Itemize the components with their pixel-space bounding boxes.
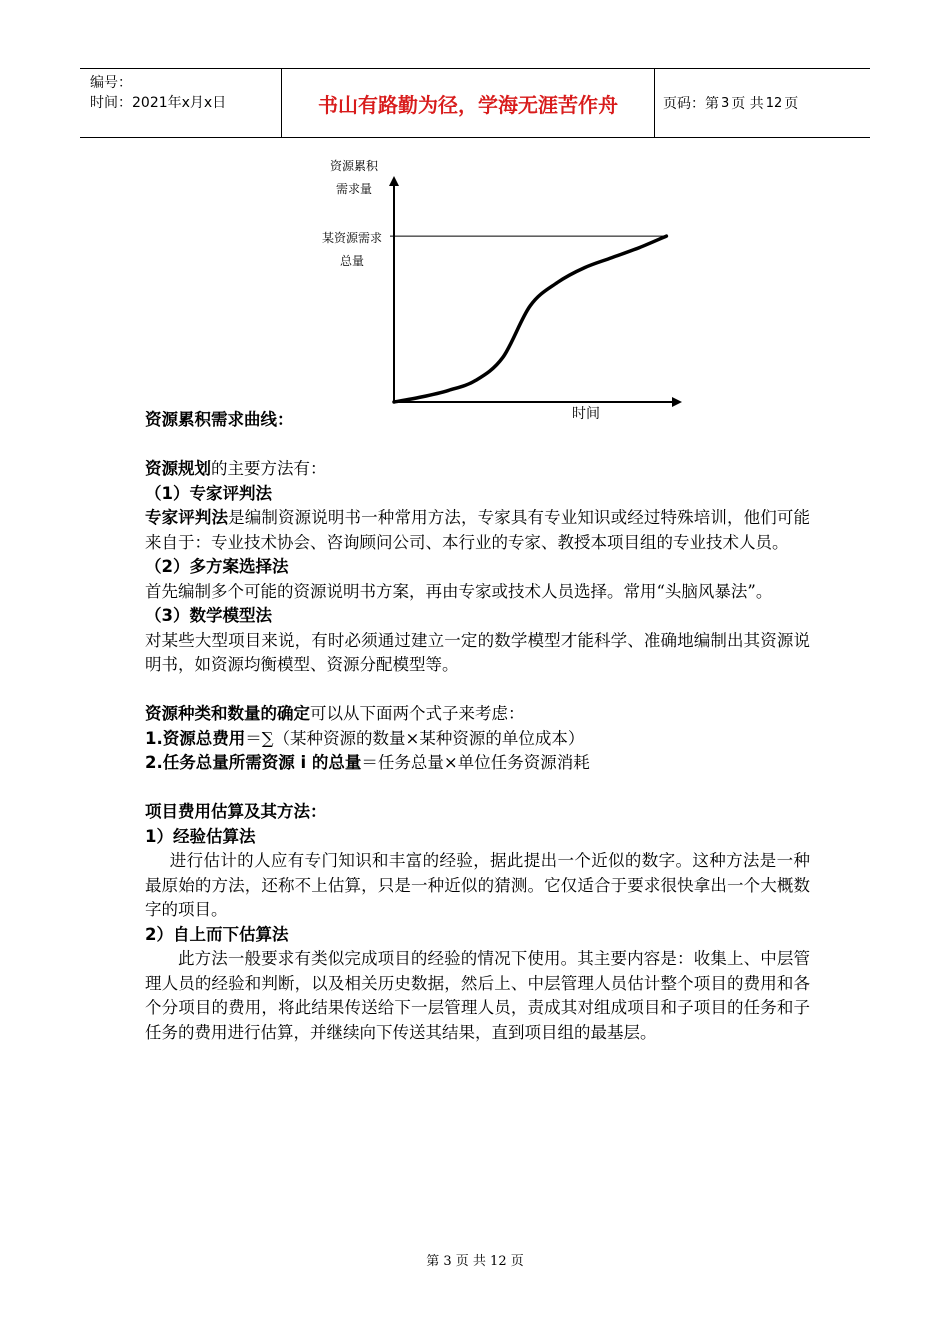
document-body (145, 408, 810, 1045)
method-3-title: （3）数学模型法 (145, 606, 272, 625)
estimation-2-text: 此方法一般要求有类似完成项目的经验的情况下使用。其主要内容是：收集上、中层管理人员的经验和判断，以及相关历史数据，然后上、中层管理人员估计整个项目的费用和各个分项目的费用，将此结果传送给下一层管理人员，责成其对组成项目和子项目的任务和子任务的费用进行估算，并继续向下传送其结果，直到项目组的最基层。 (145, 949, 810, 1042)
formula-2-rest: ＝任务总量×单位任务资源消耗 (361, 753, 590, 772)
header-info-cell (80, 69, 282, 137)
estimation-1-text: 进行估计的人应有专门知识和丰富的经验，据此提出一个近似的数字。这种方法是一种最原始的方法，还称不上估算，只是一种近似的猜测。它仅适合于要求很快拿出一个大概数字的项目。 (145, 851, 810, 919)
method-3-text: 对某些大型项目来说，有时必须通过建立一定的数学模型才能科学、准确地编制出其资源说明书，如资源均衡模型、资源分配模型等。 (145, 630, 810, 674)
formula-1 (145, 727, 810, 752)
formula-1-rest: ＝∑（某种资源的数量×某种资源的单位成本） (245, 728, 585, 748)
total-label-line1: 某资源需求 (321, 231, 383, 245)
page-footer: 第 3 页 共 12 页 (426, 1254, 524, 1269)
method-1-text (145, 506, 810, 555)
formula-1-bold: 1.资源总费用 (145, 728, 246, 748)
resource-types-intro (145, 702, 810, 727)
page-current: 3 (721, 95, 730, 111)
method-1-rest: 是编制资源说明书一种常用方法，专家具有专业知识或经过特殊培训，他们可能来自于：专业技术协会、咨询顾问公司、本行业的专家、教授本项目组的专业技术人员。 (145, 508, 811, 552)
page-prefix: 页码：第 (663, 96, 719, 112)
demand-curve (394, 236, 666, 402)
method-2-text: 首先编制多个可能的资源说明书方案，再由专家或技术人员选择。常用“头脑风暴法”。 (145, 581, 773, 601)
page-mid: 页 共 (731, 96, 764, 112)
motto: 书山有路勤为径，学海无涯苦作舟 (282, 69, 655, 137)
method-1-bold: 专家评判法 (145, 508, 229, 527)
intro-bold: 资源规划 (145, 459, 211, 478)
page-suffix: 页 (784, 96, 799, 112)
chart-caption: 资源累积需求曲线： (145, 410, 294, 429)
y-axis-label-line2: 需求量 (335, 182, 373, 196)
resource-planning-intro (145, 457, 810, 482)
method-2-title: （2）多方案选择法 (145, 557, 289, 576)
estimation-1-title: 1）经验估算法 (145, 826, 256, 846)
formula-2-bold: 2.任务总量所需资源 i 的总量 (145, 753, 362, 772)
date-label: 时间：2021年x月x日 (90, 95, 227, 111)
y-axis-label-line1: 资源累积 (329, 159, 379, 173)
method-1-title: （1）专家评判法 (145, 483, 272, 503)
cost-estimation-title: 项目费用估算及其方法： (145, 802, 327, 821)
page-header (80, 68, 870, 138)
types-intro-rest: 可以从下面两个式子来考虑： (310, 704, 525, 723)
page-number-cell (655, 69, 870, 137)
cumulative-demand-chart (290, 150, 710, 430)
page-total: 12 (765, 95, 783, 111)
types-intro-bold: 资源种类和数量的确定 (145, 704, 310, 723)
formula-2 (145, 751, 810, 776)
estimation-2-title: 2）自上而下估算法 (145, 924, 289, 944)
number-label: 编号： (90, 75, 132, 91)
x-axis-label: 时间 (572, 406, 600, 422)
total-label-line2: 总量 (339, 254, 365, 268)
intro-rest: 的主要方法有： (211, 459, 327, 478)
